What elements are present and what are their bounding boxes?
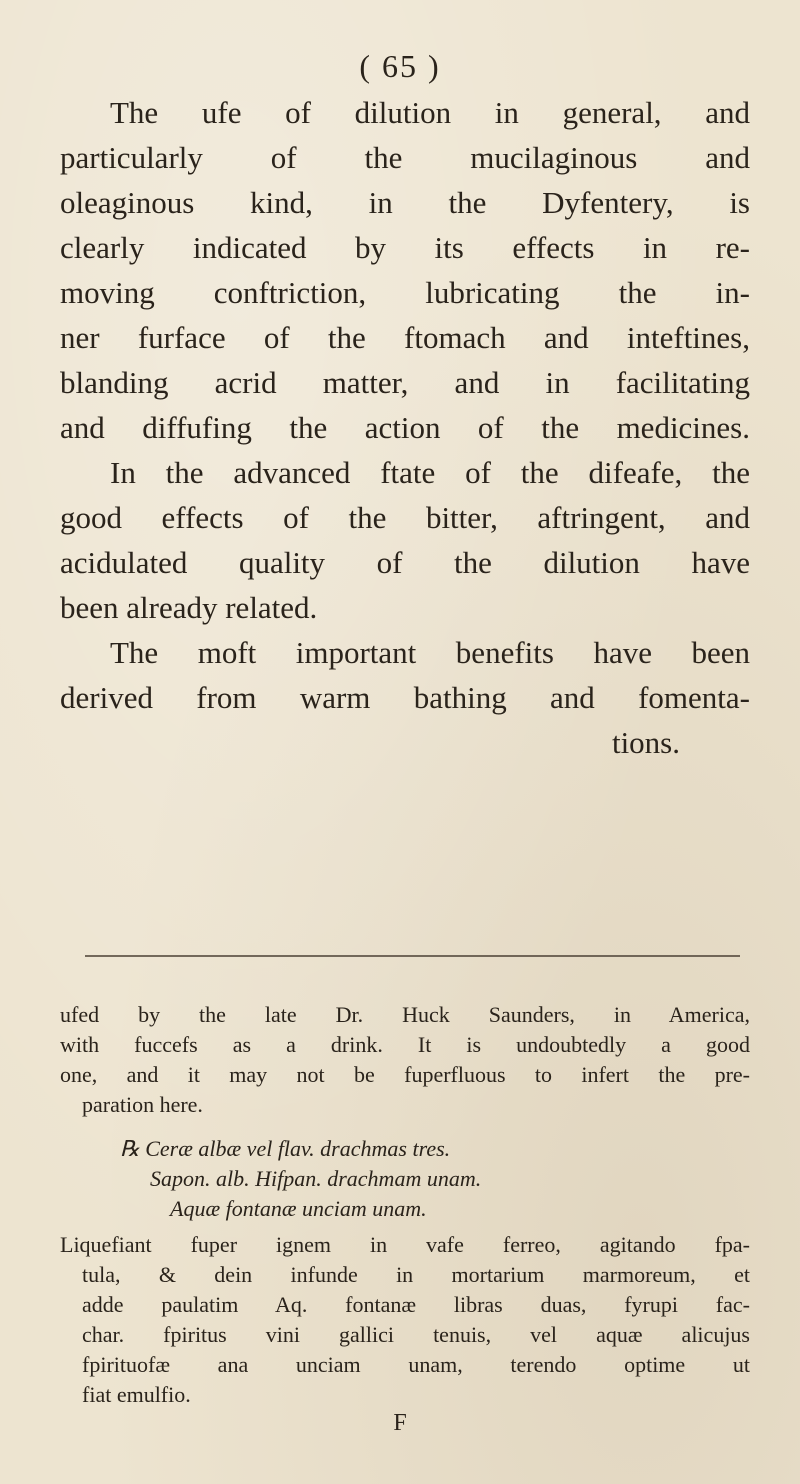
recipe-line: Sapon. alb. Hifpan. drachmam unam. <box>150 1166 482 1191</box>
text-line: derived from warm bathing and fomenta- <box>60 680 750 715</box>
instruction-line: char. fpiritus vini gallici tenuis, vel aquæ alicujus <box>82 1322 750 1347</box>
instruction-line: fpirituofæ ana unciam unam, terendo optime ut <box>82 1352 750 1377</box>
text-line: ner furface of the ftomach and inteftines, <box>60 320 750 355</box>
page-number: ( 65 ) <box>359 48 441 84</box>
footnote-line: one, and it may not be fuperfluous to infert the pre- <box>60 1062 750 1087</box>
text-line: oleaginous kind, in the Dyfentery, is <box>60 185 750 220</box>
footnote-line: ufed by the late Dr. Huck Saunders, in America, <box>60 1002 750 1027</box>
text-line: clearly indicated by its effects in re- <box>60 230 750 265</box>
text-line: moving conftriction, lubricating the in- <box>60 275 750 310</box>
instruction-line: fiat emulfio. <box>82 1382 191 1407</box>
text-line: The moft important benefits have been <box>110 635 750 670</box>
footnote <box>60 1000 750 1410</box>
text-line: The ufe of dilution in general, and <box>110 95 750 130</box>
signature-mark: F <box>393 1410 407 1436</box>
footnote-line: with fuccefs as a drink. It is undoubtedly a good <box>60 1032 750 1057</box>
text-line: In the advanced ftate of the difeafe, the <box>110 455 750 490</box>
instructions <box>60 1230 750 1410</box>
recipe-line: Aquæ fontanæ unciam unam. <box>170 1196 427 1221</box>
instruction-line: adde paulatim Aq. fontanæ libras duas, fyrupi fac- <box>82 1292 750 1317</box>
recipe-line: ℞ Ceræ albæ vel flav. drachmas tres. <box>120 1136 451 1161</box>
footnote-divider <box>85 955 740 957</box>
text-line: acidulated quality of the dilution have <box>60 545 750 580</box>
footnote-line: paration here. <box>82 1092 203 1117</box>
instruction-line: Liquefiant fuper ignem in vafe ferreo, agitando fpa- <box>60 1232 750 1257</box>
text-line: been already related. <box>60 590 318 625</box>
text-line: and diffufing the action of the medicines. <box>60 410 750 445</box>
text-line: good effects of the bitter, aftringent, and <box>60 500 750 535</box>
text-line: blanding acrid matter, and in facilitating <box>60 365 750 400</box>
instruction-line: tula, & dein infunde in mortarium marmoreum, et <box>82 1262 750 1287</box>
text-line: particularly of the mucilaginous and <box>60 140 750 175</box>
recipe <box>60 1134 750 1224</box>
catchword: tions. <box>611 725 680 760</box>
main-text <box>60 90 750 765</box>
